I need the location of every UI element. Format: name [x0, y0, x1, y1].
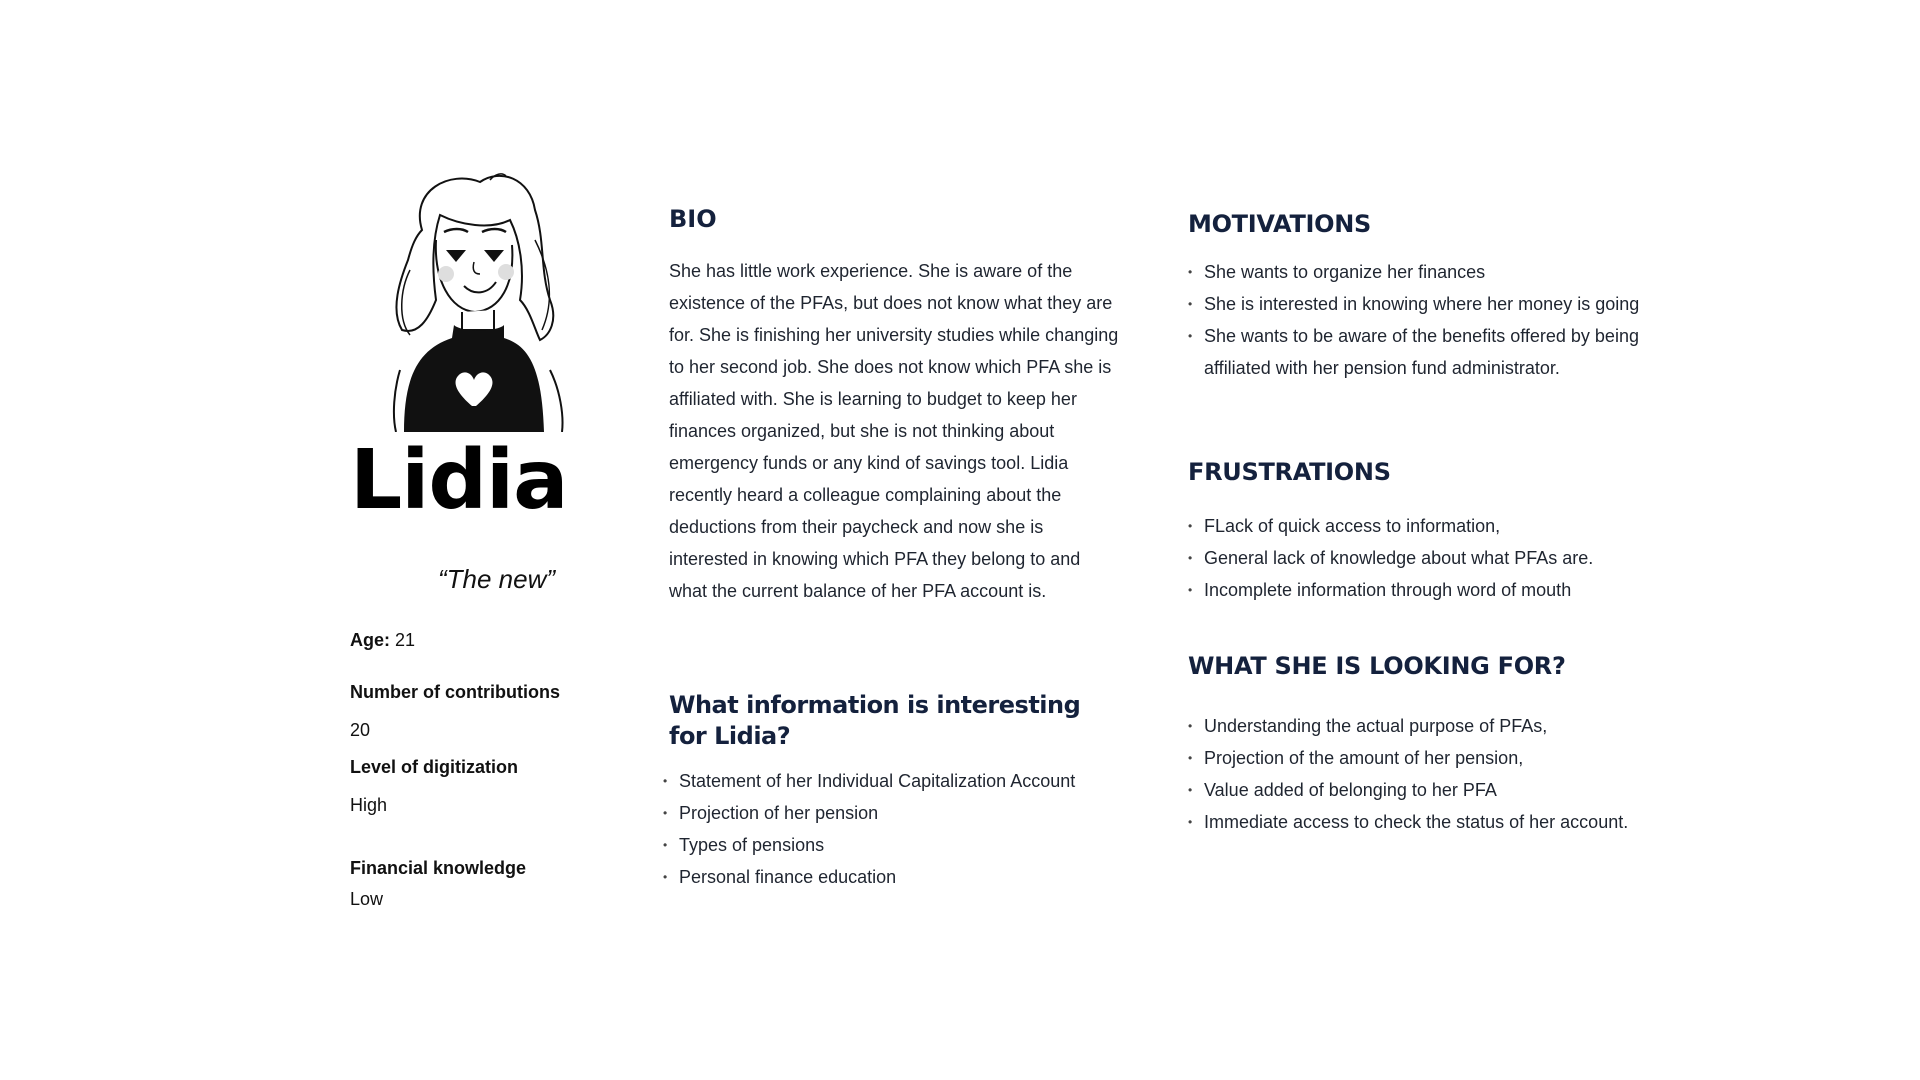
age-label: Age: — [350, 630, 390, 650]
financial-knowledge-value: Low — [350, 889, 384, 909]
persona-quote: “The new” — [438, 564, 556, 594]
digitization-label: Level of digitization — [350, 757, 519, 777]
list-item: • FLack of quick access to information, — [1188, 510, 1668, 542]
frustrations-list — [1188, 510, 1668, 606]
looking-for-heading: WHAT SHE IS LOOKING FOR? — [1188, 652, 1566, 680]
motivations-heading: MOTIVATIONS — [1188, 210, 1372, 238]
list-item: • General lack of knowledge about what PFAs are. — [1188, 542, 1668, 574]
persona-avatar — [370, 170, 586, 432]
age-value: 21 — [395, 630, 416, 650]
list-item: • Immediate access to check the status of her account. — [1188, 806, 1668, 838]
list-item: • She is interested in knowing where her money is going — [1188, 288, 1668, 320]
digitization-value: High — [350, 795, 388, 815]
list-item: • Types of pensions — [663, 829, 1133, 861]
financial-knowledge-label: Financial knowledge — [350, 858, 527, 878]
list-item: • Value added of belonging to her PFA — [1188, 774, 1668, 806]
contributions-value: 20 — [350, 720, 371, 740]
list-item: • Statement of her Individual Capitalization Account — [663, 765, 1133, 797]
contributions-label: Number of contributions — [350, 682, 560, 702]
list-item: • Projection of the amount of her pension, — [1188, 742, 1668, 774]
list-item: • Personal finance education — [663, 861, 1133, 893]
bio-text: She has little work experience. She is aware of the existence of the PFAs, but does not know what they are for. She is finishing her university studies while changing to her second job. She does not know which PFA she is affiliated with. She is learning to budget to keep her finances organized, but she is not thinking about emergency funds or any kind of savings tool. Lidia recently heard a colleague complaining about the deductions from their paycheck and now she is interested in knowing which PFA they belong to and what the current balance of her PFA account is. — [669, 261, 1119, 601]
bio-heading: BIO — [669, 205, 717, 233]
looking-for-list — [1188, 710, 1668, 838]
list-item: • Understanding the actual purpose of PFAs, — [1188, 710, 1668, 742]
info-heading: What information is interesting for Lidia? — [669, 691, 1081, 750]
info-list — [663, 765, 1133, 893]
list-item: • Incomplete information through word of mouth — [1188, 574, 1668, 606]
persona-name: Lidia — [350, 433, 568, 528]
motivations-list — [1188, 256, 1668, 384]
age-row — [350, 630, 415, 651]
list-item: • She wants to be aware of the benefits offered by being affiliated with her pension fund administrator. — [1188, 320, 1668, 384]
frustrations-heading: FRUSTRATIONS — [1188, 458, 1391, 486]
list-item: • She wants to organize her finances — [1188, 256, 1668, 288]
list-item: • Projection of her pension — [663, 797, 1133, 829]
